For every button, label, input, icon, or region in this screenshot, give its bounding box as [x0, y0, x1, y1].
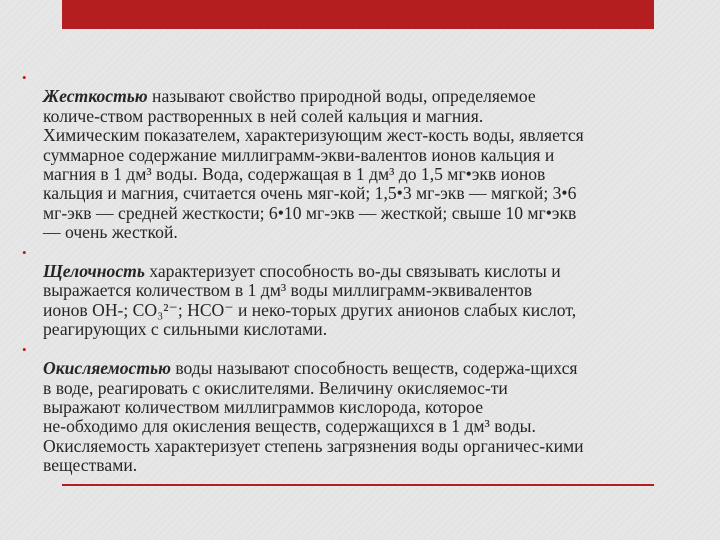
list-item-alkalinity [22, 243, 720, 340]
bullet-icon: • [22, 244, 27, 260]
term-hardness: Жесткостью [43, 86, 148, 107]
term-oxidizability: Окисляемостью [43, 358, 171, 379]
bullet-list [22, 68, 720, 476]
bullet-icon: • [22, 70, 27, 85]
bullet-icon: • [22, 341, 27, 357]
text-hardness: называют свойство природной воды, определяемое количе-ством растворенных в ней солей кальция и магния. Химическим показателем, характеризующим жест-кость воды, является суммарное содержание миллиграмм-экви-валентов ионов кальция и магния в 1 дм³ воды. Вода, содержащая в 1 дм³ до 1,5 мг•экв ионов кальция и магния, считается очень мяг-кой; 1,5•3 мг-экв — мягкой; 3•6 мг-экв — средней жесткости; 6•10 мг-экв — жесткой; свыше 10 мг•экв — очень жесткой. [43, 86, 584, 243]
text-alkalinity: характеризует способность во-ды связывать кислоты и выражается количеством в 1 дм³ воды миллиграмм-эквивалентов ионов ОН-; СО₃²⁻; НСО⁻ и неко-торых других анионов слабых кислот, реагирующих с сильными кислотами. [43, 261, 577, 340]
list-item-oxidizability [22, 340, 720, 476]
text-oxidizability: воды называют способность веществ, содержа-щихся в воде, реагировать с окислителями. Величину окисляемос-ти выражают количеством миллиграммов кислорода, которое не-обходимо для окисления веществ, содержащихся в 1 дм³ воды. Окисляемость характеризует степень загрязнения воды органичес-кими веществами. [43, 358, 584, 476]
term-alkalinity: Щелочность [43, 261, 145, 282]
list-item-hardness [22, 68, 720, 243]
bottom-divider [62, 484, 654, 486]
top-accent-bar [62, 0, 654, 29]
